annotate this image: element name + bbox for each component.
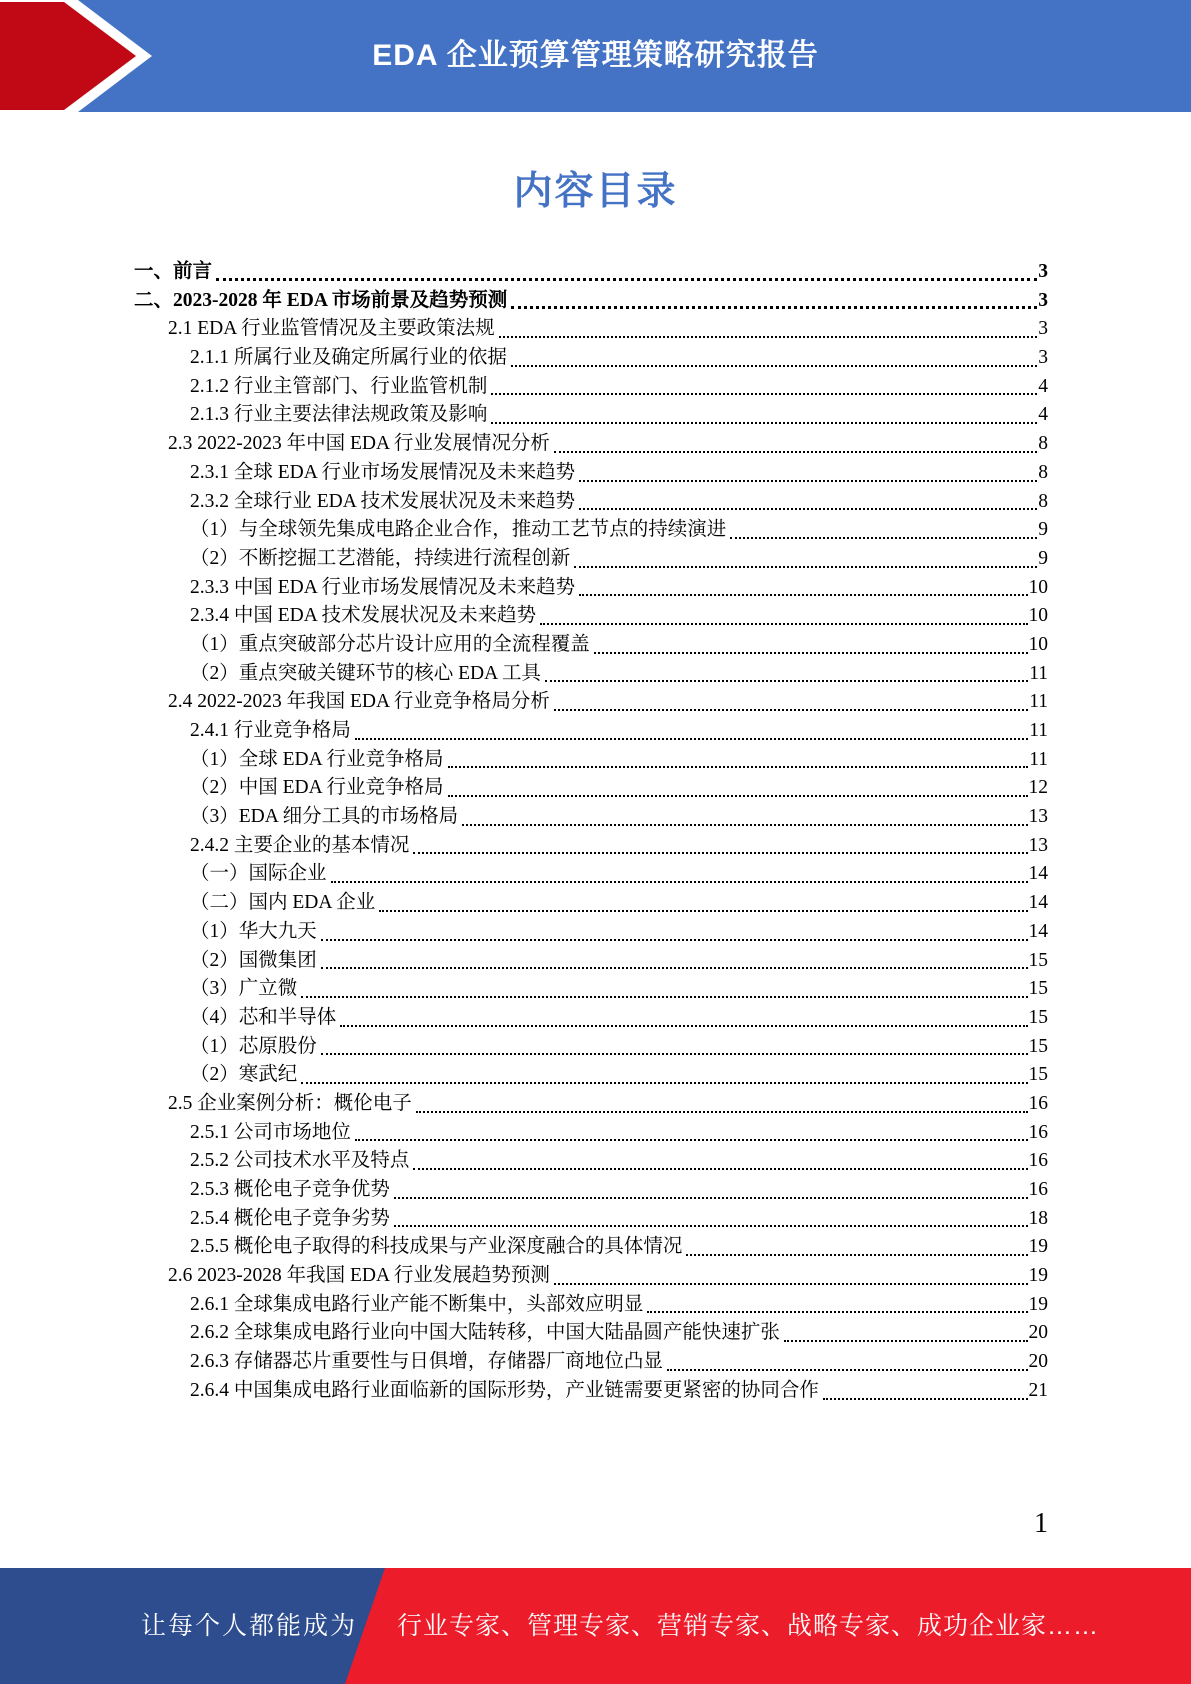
toc-entry-text: 2.4.1 行业竞争格局	[190, 720, 351, 741]
toc-leader-dots	[321, 939, 1028, 941]
toc-entry-page: 11	[1029, 662, 1048, 684]
toc-entry-text: 2.4.2 主要企业的基本情况	[190, 834, 410, 856]
toc-entry-page: 15	[1028, 1006, 1048, 1028]
toc-entry-text: 2.1 EDA 行业监管情况及主要政策法规	[168, 318, 495, 340]
toc-entry-text: 二、2023-2028 年 EDA 市场前景及趋势预测	[134, 289, 508, 311]
toc-entry-page: 20	[1028, 1351, 1048, 1373]
toc-leader-dots	[301, 996, 1027, 998]
toc-entry-text: （2）不断挖掘工艺潜能，持续进行流程创新	[190, 547, 571, 569]
toc-leader-dots	[784, 1340, 1028, 1342]
toc-leader-dots	[554, 1283, 1028, 1285]
toc-entry	[134, 1061, 1048, 1090]
toc-entry	[134, 258, 1048, 287]
toc-entry-text: （2）重点突破关键环节的核心 EDA 工具	[190, 662, 542, 684]
toc-entry-page: 15	[1028, 978, 1048, 1000]
toc-entry-page: 8	[1038, 461, 1048, 483]
toc-leader-dots	[413, 1168, 1027, 1170]
toc-entry-page: 3	[1038, 318, 1048, 340]
toc-leader-dots	[579, 508, 1037, 510]
toc-leader-dots	[321, 967, 1028, 969]
toc-entry-text: （2）中国 EDA 行业竞争格局	[190, 777, 444, 799]
toc-entry-page: 13	[1028, 806, 1048, 828]
toc-entry-page: 8	[1038, 433, 1048, 455]
toc-entry-text: 2.3.3 中国 EDA 行业市场发展情况及未来趋势	[190, 576, 576, 598]
toc-entry-text: （1）与全球领先集成电路企业合作，推动工艺节点的持续演进	[190, 519, 727, 541]
toc-leader-dots	[394, 1225, 1028, 1227]
toc-leader-dots	[540, 623, 1027, 625]
page-number: 1	[1034, 1508, 1048, 1539]
toc-entry	[134, 373, 1048, 402]
toc-entry	[134, 1291, 1048, 1320]
toc-entry-page: 11	[1029, 748, 1048, 770]
toc-entry-page: 15	[1028, 1035, 1048, 1057]
toc-entry-page: 10	[1028, 633, 1048, 655]
toc-entry	[134, 1377, 1048, 1406]
toc-entry-text: 2.1.1 所属行业及确定所属行业的依据	[190, 347, 507, 369]
toc-entry	[134, 344, 1048, 373]
toc-entry	[134, 1147, 1048, 1176]
toc-entry	[134, 947, 1048, 976]
toc-leader-dots	[340, 1025, 1027, 1027]
toc-entry	[134, 1090, 1048, 1119]
toc-entry-page: 16	[1028, 1121, 1048, 1143]
toc-leader-dots	[355, 738, 1028, 740]
toc-leader-dots	[448, 795, 1028, 797]
toc-leader-dots	[579, 480, 1037, 482]
toc-entry-text: 2.5.4 概伦电子竞争劣势	[190, 1207, 390, 1229]
toc-leader-dots	[491, 393, 1037, 395]
toc-entry-text: 2.5.2 公司技术水平及特点	[190, 1150, 410, 1172]
toc-entry-text: （4）芯和半导体	[190, 1006, 337, 1028]
toc-entry-text: （二）国内 EDA 企业	[190, 892, 376, 914]
toc-entry-page: 11	[1029, 691, 1048, 713]
toc-leader-dots	[647, 1311, 1027, 1313]
toc-entry-text: 2.6 2023-2028 年我国 EDA 行业发展趋势预测	[168, 1265, 550, 1287]
toc-leader-dots	[416, 1111, 1028, 1113]
toc-entry-page: 9	[1038, 519, 1048, 541]
toc-leader-dots	[667, 1369, 1028, 1371]
toc-leader-dots	[594, 652, 1028, 654]
toc-leader-dots	[574, 566, 1037, 568]
toc-leader-dots	[413, 852, 1027, 854]
toc-entry-page: 20	[1028, 1322, 1048, 1344]
toc-leader-dots	[448, 766, 1029, 768]
toc-entry	[134, 1119, 1048, 1148]
toc-entry-text: 2.6.3 存储器芯片重要性与日俱增，存储器厂商地位凸显	[190, 1351, 663, 1373]
toc-entry-text: 一、前言	[134, 261, 213, 282]
toc-entry-page: 10	[1028, 605, 1048, 627]
toc-entry-text: （1）华大九天	[190, 920, 317, 942]
toc-entry-page: 11	[1029, 720, 1048, 741]
toc-entry	[134, 631, 1048, 660]
toc-entry-text: 2.5 企业案例分析：概伦电子	[168, 1092, 412, 1114]
toc-entry	[134, 918, 1048, 947]
toc-entry-text: （3）广立微	[190, 978, 298, 1000]
toc-entry-text: 2.5.5 概伦电子取得的科技成果与产业深度融合的具体情况	[190, 1236, 683, 1258]
toc-leader-dots	[216, 278, 1037, 281]
toc-entry-page: 4	[1038, 404, 1048, 426]
toc-entry-text: （2）寒武纪	[190, 1064, 298, 1086]
toc-leader-dots	[355, 1139, 1028, 1141]
toc-entry	[134, 401, 1048, 430]
toc-entry-page: 19	[1028, 1265, 1048, 1287]
footer-slogan-right: 行业专家、管理专家、营销专家、战略专家、成功企业家……	[397, 1612, 1100, 1640]
toc-leader-dots	[301, 1082, 1027, 1084]
toc-leader-dots	[823, 1398, 1028, 1400]
toc-leader-dots	[554, 709, 1028, 711]
toc-entry	[134, 889, 1048, 918]
toc-entry-text: 2.1.3 行业主要法律法规政策及影响	[190, 404, 488, 426]
toc-entry-text: 2.3 2022-2023 年中国 EDA 行业发展情况分析	[168, 433, 550, 455]
toc-list	[134, 258, 1048, 1406]
toc-entry	[134, 660, 1048, 689]
toc-entry-text: （2）国微集团	[190, 949, 317, 971]
toc-entry	[134, 516, 1048, 545]
toc-entry-page: 3	[1038, 289, 1048, 311]
toc-entry-page: 18	[1028, 1207, 1048, 1229]
toc-entry	[134, 803, 1048, 832]
toc-leader-dots	[579, 594, 1027, 596]
toc-entry-page: 14	[1028, 892, 1048, 914]
header-banner	[0, 0, 1191, 112]
toc-entry	[134, 774, 1048, 803]
toc-entry	[134, 1205, 1048, 1234]
toc-entry-text: （1）全球 EDA 行业竞争格局	[190, 748, 444, 770]
toc-leader-dots	[554, 451, 1037, 453]
toc-leader-dots	[511, 306, 1037, 309]
toc-entry-text: 2.6.1 全球集成电路行业产能不断集中，头部效应明显	[190, 1293, 644, 1315]
toc-entry	[134, 1262, 1048, 1291]
toc-entry	[134, 545, 1048, 574]
toc-entry-page: 19	[1028, 1236, 1048, 1258]
toc-entry-text: （3）EDA 细分工具的市场格局	[190, 806, 459, 828]
toc-entry-text: 2.3.2 全球行业 EDA 技术发展状况及未来趋势	[190, 490, 576, 512]
toc-entry-text: 2.6.4 中国集成电路行业面临新的国际形势，产业链需要更紧密的协同合作	[190, 1379, 819, 1401]
toc-entry-text: 2.5.3 概伦电子竞争优势	[190, 1179, 390, 1200]
toc-leader-dots	[331, 881, 1028, 883]
toc-entry-page: 16	[1028, 1092, 1048, 1114]
toc-entry	[134, 1033, 1048, 1062]
toc-entry	[134, 287, 1048, 316]
toc-entry-page: 3	[1038, 261, 1048, 282]
toc-entry-page: 3	[1038, 347, 1048, 369]
toc-entry-page: 13	[1028, 834, 1048, 856]
toc-entry	[134, 1004, 1048, 1033]
toc-entry-page: 15	[1028, 949, 1048, 971]
toc-entry-text: （1）重点突破部分芯片设计应用的全流程覆盖	[190, 633, 590, 655]
report-title: EDA 企业预算管理策略研究报告	[372, 39, 819, 72]
toc-entry-page: 9	[1038, 547, 1048, 569]
toc-entry	[134, 860, 1048, 889]
toc-entry	[134, 975, 1048, 1004]
toc-leader-dots	[511, 365, 1037, 367]
toc-leader-dots	[686, 1254, 1027, 1256]
toc-entry-text: 2.6.2 全球集成电路行业向中国大陆转移，中国大陆晶圆产能快速扩张	[190, 1322, 780, 1344]
toc-entry	[134, 315, 1048, 344]
toc-entry-page: 12	[1028, 777, 1048, 799]
toc-entry-text: 2.5.1 公司市场地位	[190, 1121, 351, 1143]
toc-entry	[134, 746, 1048, 775]
toc-entry-page: 16	[1028, 1150, 1048, 1172]
toc-entry-page: 15	[1028, 1064, 1048, 1086]
toc-entry-text: 2.4 2022-2023 年我国 EDA 行业竞争格局分析	[168, 691, 550, 713]
toc-leader-dots	[462, 824, 1027, 826]
toc-leader-dots	[394, 1197, 1028, 1199]
toc-entry	[134, 688, 1048, 717]
footer-banner	[0, 1568, 1191, 1684]
toc-entry-text: 2.3.1 全球 EDA 行业市场发展情况及未来趋势	[190, 461, 576, 483]
toc-entry-page: 14	[1028, 920, 1048, 942]
toc-entry	[134, 1176, 1048, 1205]
toc-entry	[134, 430, 1048, 459]
toc-entry	[134, 1233, 1048, 1262]
toc-entry-text: （1）芯原股份	[190, 1035, 317, 1057]
toc-leader-dots	[545, 680, 1028, 682]
toc-entry-text: 2.3.4 中国 EDA 技术发展状况及未来趋势	[190, 605, 537, 627]
toc-leader-dots	[321, 1053, 1028, 1055]
toc-leader-dots	[730, 537, 1037, 539]
toc-entry	[134, 832, 1048, 861]
toc-entry	[134, 1348, 1048, 1377]
toc-entry-text: （一）国际企业	[190, 863, 327, 885]
toc-leader-dots	[491, 422, 1037, 424]
toc-entry-page: 8	[1038, 490, 1048, 512]
footer-slogan-left: 让每个人都能成为	[141, 1612, 358, 1640]
toc-entry	[134, 602, 1048, 631]
toc-title: 内容目录	[513, 170, 678, 213]
toc-entry-page: 21	[1028, 1379, 1048, 1401]
toc-entry-text: 2.1.2 行业主管部门、行业监管机制	[190, 375, 488, 397]
toc-entry-page: 16	[1028, 1179, 1048, 1200]
toc-entry	[134, 574, 1048, 603]
toc-entry	[134, 717, 1048, 746]
toc-leader-dots	[499, 336, 1038, 338]
toc-leader-dots	[379, 910, 1027, 912]
toc-entry	[134, 488, 1048, 517]
toc-entry-page: 4	[1038, 375, 1048, 397]
toc-entry-page: 19	[1028, 1293, 1048, 1315]
toc-entry-page: 14	[1028, 863, 1048, 885]
toc-entry	[134, 1319, 1048, 1348]
toc-entry-page: 10	[1028, 576, 1048, 598]
toc-entry	[134, 459, 1048, 488]
